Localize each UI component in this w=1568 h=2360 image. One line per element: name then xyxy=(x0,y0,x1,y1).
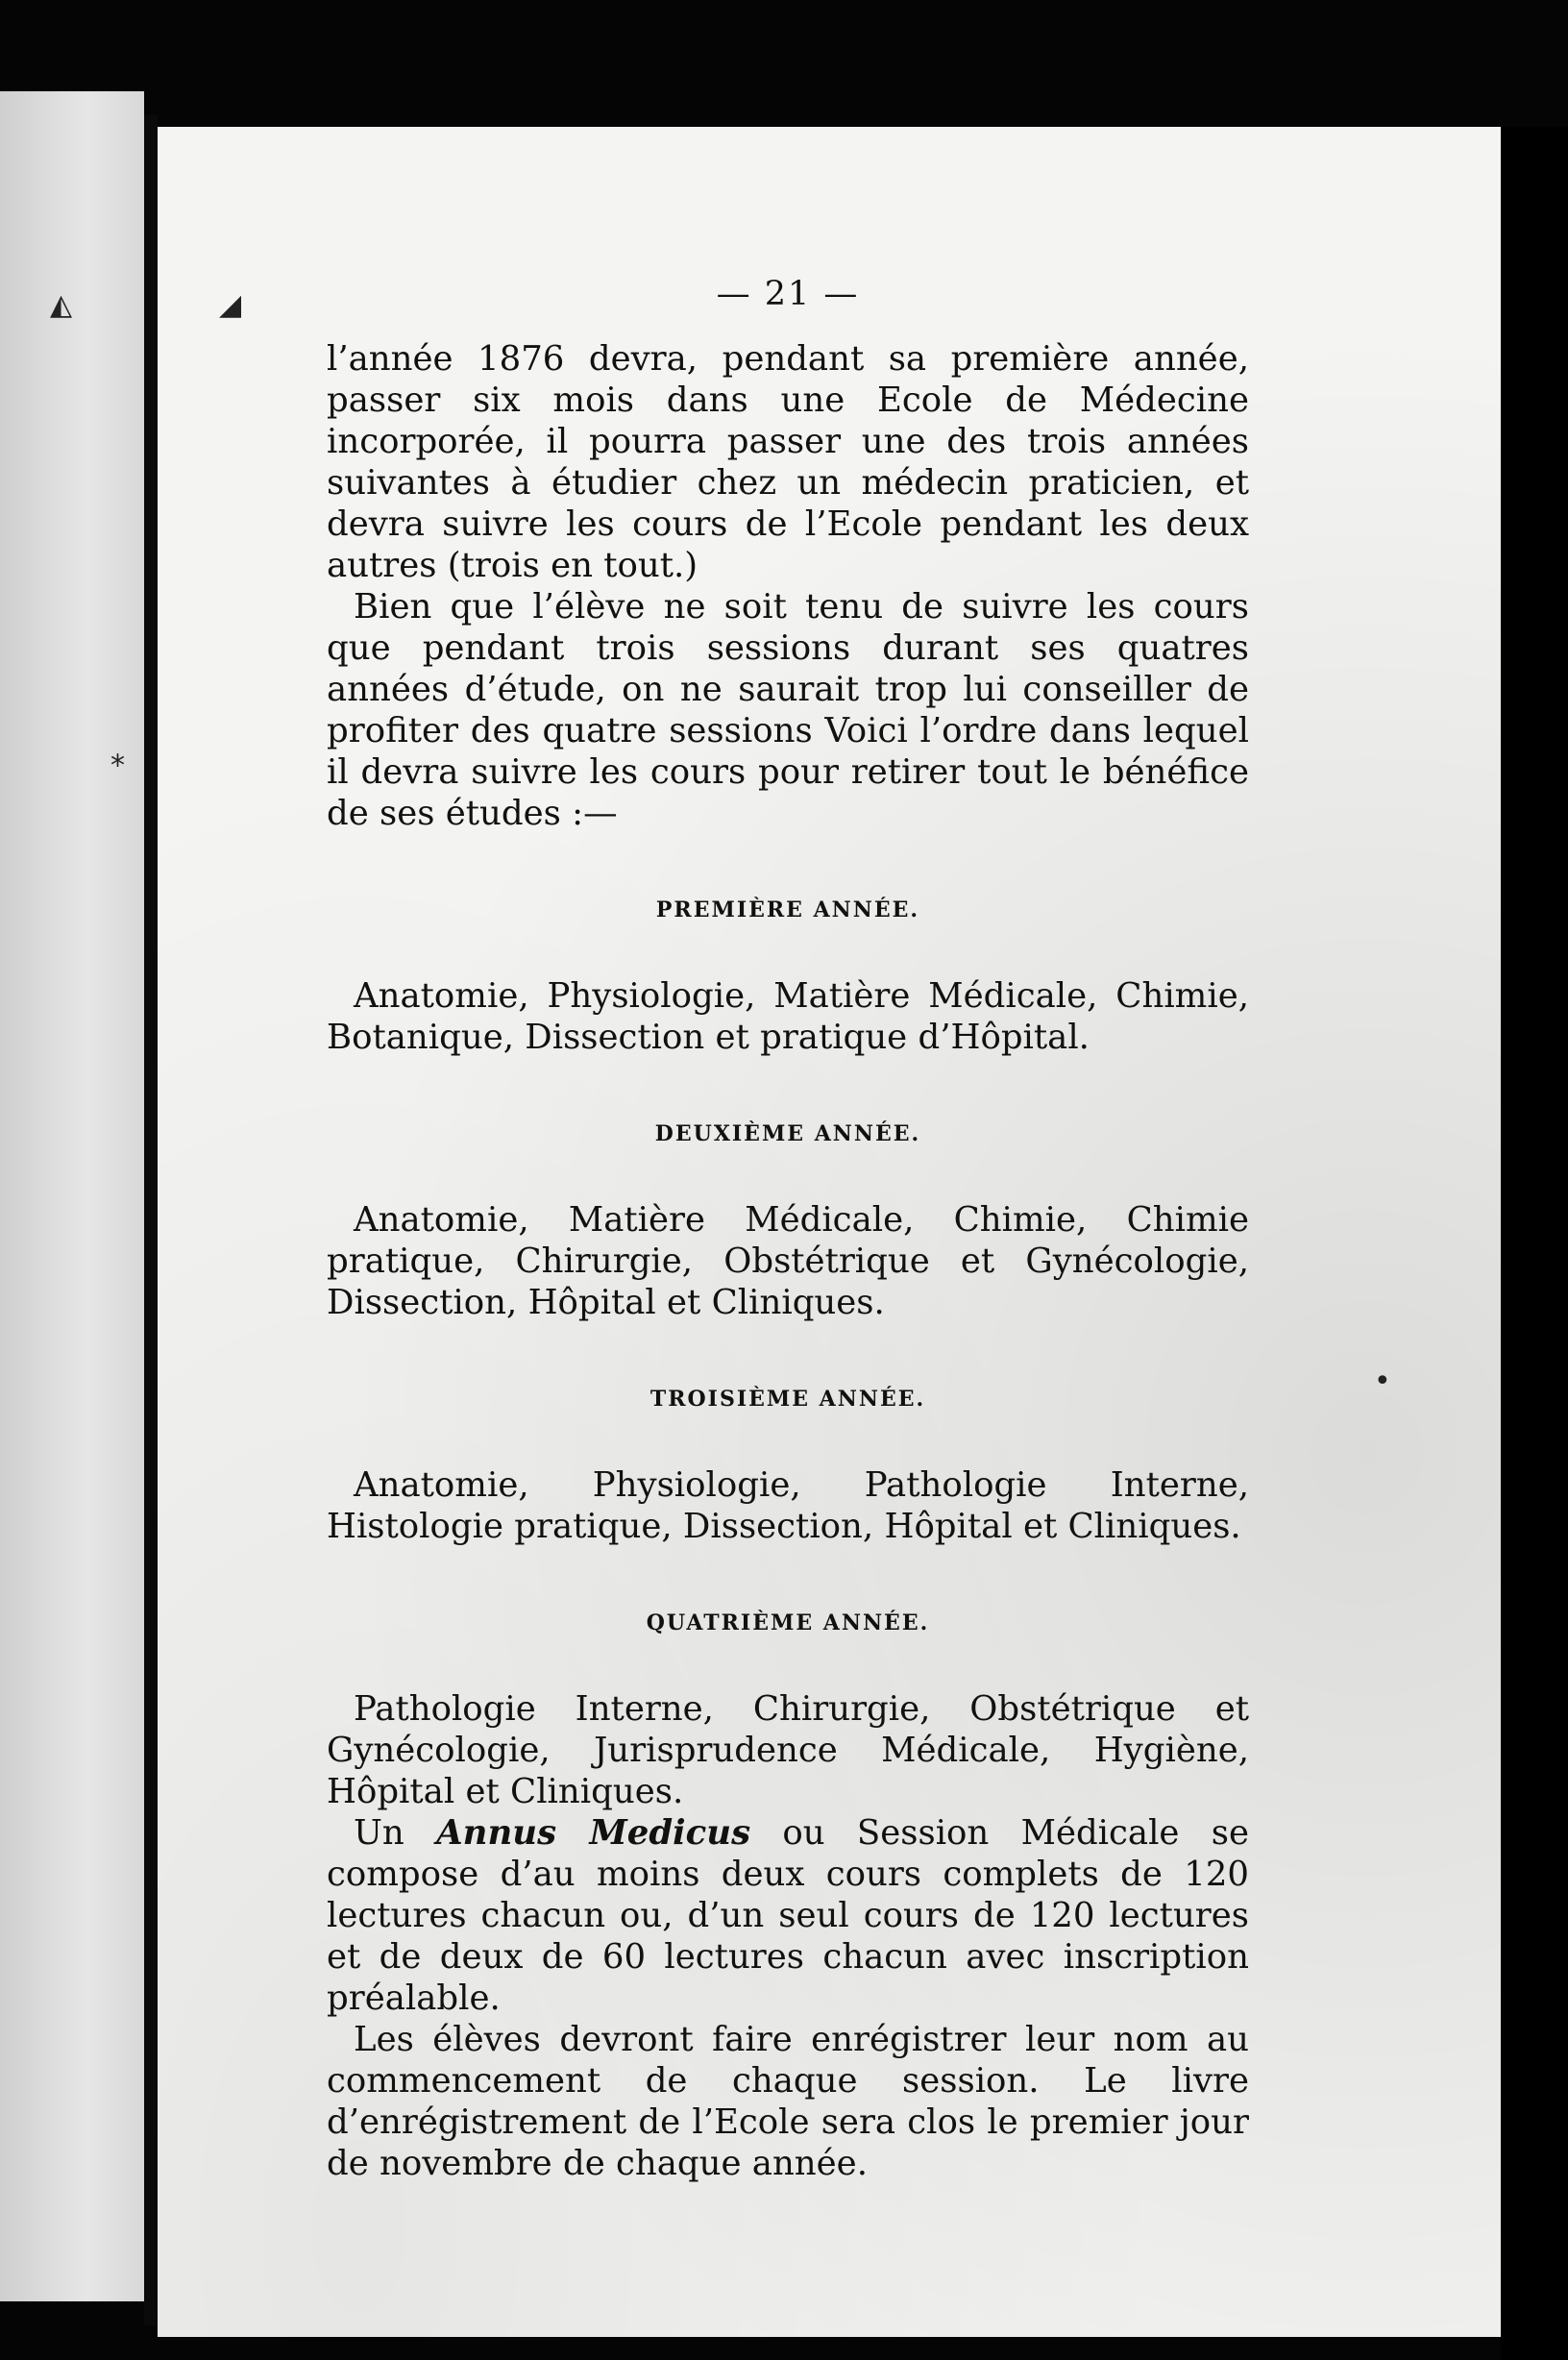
section-heading-year-1: PREMIÈRE ANNÉE. xyxy=(655,897,920,922)
annus-rest: ou Session Médicale se compose d’au moins deux cours complets de 120 lectures chacun ou, d’un seul cours de 120 lectures et de deux de 60 lectures chacun avec inscription préalable. xyxy=(327,1813,1249,2018)
intro-paragraph-2: Bien que l’élève ne soit tenu de suivre les cours que pendant trois sessions durant ses quatres années d’étude, on ne saurait trop lui conseiller de profiter des quatre sessions Voici l’ordre dans lequel il devra suivre les cours pour retirer tout le bénéfice de ses études :— xyxy=(327,587,1249,833)
annus-term: Annus Medicus xyxy=(436,1813,751,1853)
margin-mark: ◢ xyxy=(219,288,242,322)
page-text xyxy=(327,274,1249,2184)
annus-prefix: Un xyxy=(354,1813,437,1853)
section-heading-year-3: TROISIÈME ANNÉE. xyxy=(649,1387,926,1412)
section-heading-year-2: DEUXIÈME ANNÉE. xyxy=(654,1121,921,1146)
courses-year-1: Anatomie, Physiologie, Matière Médicale, Chimie, Botanique, Dissection et pratique d’Hôpital. xyxy=(327,976,1249,1057)
annus-medicus-paragraph xyxy=(327,1812,1249,2019)
margin-mark: ⁎ xyxy=(110,740,125,774)
page-number: — 21 — xyxy=(716,275,860,313)
margin-mark: ◭ xyxy=(50,288,73,322)
courses-year-3: Anatomie, Physiologie, Pathologie Interne, Histologie pratique, Dissection, Hôpital et Cliniques. xyxy=(327,1465,1249,1546)
previous-page-edge xyxy=(0,91,144,2301)
margin-mark: • xyxy=(1374,1364,1391,1398)
closing-paragraph: Les élèves devront faire enrégistrer leur nom au commencement de chaque session. Le livre d’enrégistrement de l’Ecole sera clos le premier jour de novembre de chaque année. xyxy=(327,2020,1249,2183)
courses-year-2: Anatomie, Matière Médicale, Chimie, Chimie pratique, Chirurgie, Obstétrique et Gynécologie, Dissection, Hôpital et Cliniques. xyxy=(327,1200,1249,1322)
binding-shadow xyxy=(144,115,158,2325)
intro-paragraph-1: l’année 1876 devra, pendant sa première année, passer six mois dans une Ecole de Médecine incorporée, il pourra passer une des trois années suivantes à étudier chez un médecin praticien, et devra suivre les cours de l’Ecole pendant les deux autres (trois en tout.) xyxy=(327,339,1249,585)
section-heading-year-4: QUATRIÈME ANNÉE. xyxy=(646,1610,930,1635)
scan-border xyxy=(1501,127,1568,2360)
courses-year-4: Pathologie Interne, Chirurgie, Obstétrique et Gynécologie, Jurisprudence Médicale, Hygiène, Hôpital et Cliniques. xyxy=(327,1689,1249,1811)
